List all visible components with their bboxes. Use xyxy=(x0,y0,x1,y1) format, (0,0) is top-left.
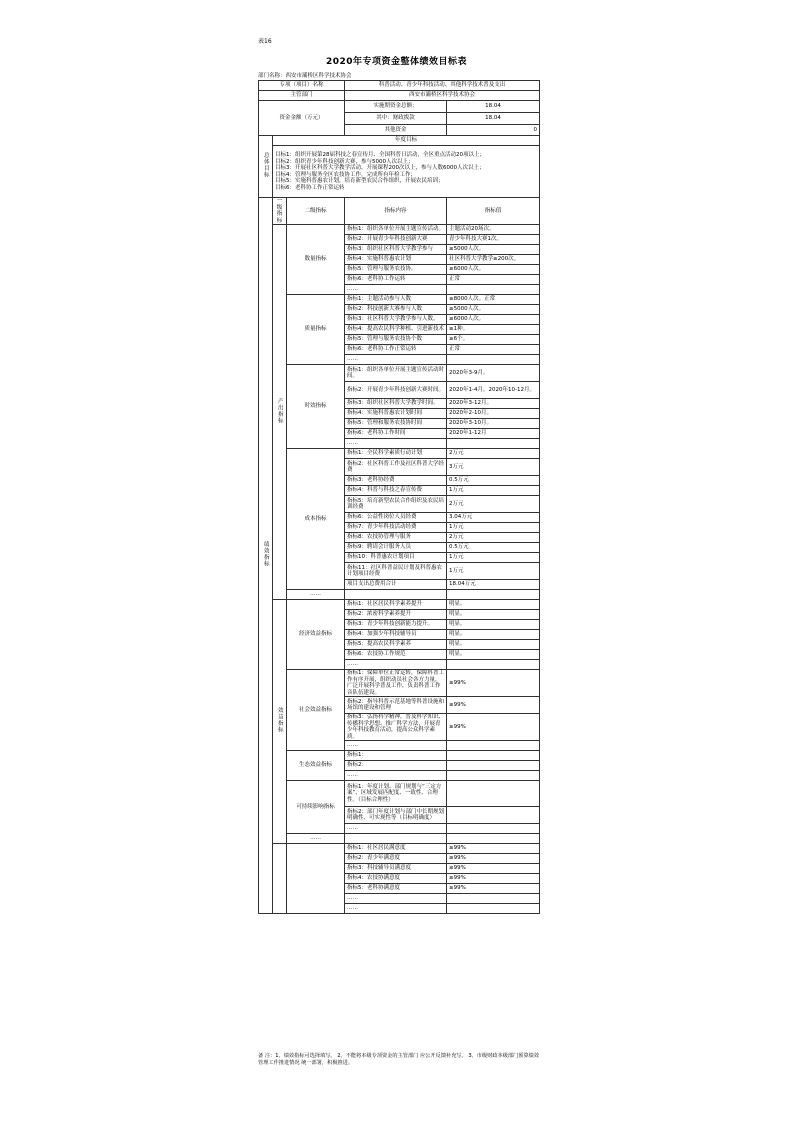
indicator-content: …… xyxy=(345,660,447,670)
indicator-content: 指标6：老科协工作运转 xyxy=(345,275,447,285)
indicator-content: 指标6：老科协工作正常运转 xyxy=(345,345,447,355)
performance-target-table xyxy=(258,80,540,914)
level2-indicator: 质量指标 xyxy=(287,295,345,365)
indicator-value: 2020年1-4月，2020年10-12月。 xyxy=(447,382,540,399)
funds-row xyxy=(259,101,540,113)
indicator-row xyxy=(259,225,540,235)
indicator-content: 指标11：社区科普益民计划及科普惠农计划项目经费 xyxy=(345,563,447,580)
indicator-value: 2万元 xyxy=(447,496,540,513)
goal-line: 目标5：实施科普惠农计划，培育新型农民合作组织，开展农民培训； xyxy=(275,178,444,184)
indicator-content: 指标2：社区科普工作及社区科普大学经费 xyxy=(345,459,447,476)
indicator-body xyxy=(259,198,540,914)
level2-indicator: 社会效益指标 xyxy=(287,670,345,751)
indicator-value xyxy=(447,741,540,751)
indicator-content: 指标4：科普与科技之春宣传费 xyxy=(345,486,447,496)
indicator-content: 指标1：社区居民科学素养提升 xyxy=(345,600,447,610)
indicator-value: ≥99% xyxy=(447,844,540,854)
satisfaction-indicator-label xyxy=(273,844,287,914)
indicator-content: 指标3：社区科普大学教学参与人数。 xyxy=(345,315,447,325)
indicator-value: 正常 xyxy=(447,275,540,285)
indicator-value: 2万元 xyxy=(447,533,540,543)
indicator-content: 指标4：实施科普惠农计划时间 xyxy=(345,409,447,419)
project-row xyxy=(259,81,540,91)
indicator-value: ≥1种。 xyxy=(447,325,540,335)
owner-label: 主管部门 xyxy=(259,91,345,101)
table-number: 表16 xyxy=(258,38,272,45)
indicator-content: 指标5：管理和服务农技协时间 xyxy=(345,419,447,429)
indicator-content: …… xyxy=(345,904,447,914)
indicator-value: 明显。 xyxy=(447,610,540,620)
indicator-content: 指标3：弘扬科学精神，普及科学知识、传播科学思想、推广科学方法，开展青少年科技教育活动，提高公众科学素质。 xyxy=(345,714,447,741)
indicator-value xyxy=(447,904,540,914)
indicator-content: …… xyxy=(345,285,447,295)
content-header: 指标内容 xyxy=(345,198,447,225)
indicator-content: 指标3：老科协经费 xyxy=(345,476,447,486)
indicator-content: 指标4：实施科普惠农计划 xyxy=(345,255,447,265)
level2-header: 二级指标 xyxy=(287,198,345,225)
indicator-row xyxy=(259,600,540,610)
funds-total-label: 实施期资金总额： xyxy=(345,101,447,113)
indicator-value xyxy=(447,590,540,600)
indicator-value: 明显。 xyxy=(447,650,540,660)
indicator-value xyxy=(447,781,540,807)
year-goal-text xyxy=(273,146,540,198)
indicator-value: ≥8000人次。正常 xyxy=(447,295,540,305)
indicator-value: ≥99% xyxy=(447,884,540,894)
department-name: 部门名称：西安市灞桥区科学技术协会 xyxy=(258,73,352,79)
indicator-row xyxy=(259,781,540,807)
indicator-content: 指标1：主题活动参与人数 xyxy=(345,295,447,305)
indicator-row xyxy=(259,834,540,844)
indicator-value: ≥99% xyxy=(447,670,540,697)
indicator-content: 项目支出总费用合计 xyxy=(345,580,447,590)
indicator-content: …… xyxy=(345,439,447,449)
owner-value: 西安市灞桥区科学技术协会 xyxy=(345,91,540,101)
indicator-content: …… xyxy=(345,824,447,834)
indicator-value xyxy=(447,834,540,844)
indicator-value xyxy=(447,660,540,670)
indicator-value: 明显。 xyxy=(447,620,540,630)
indicator-value: ≥99% xyxy=(447,714,540,741)
indicator-value xyxy=(447,439,540,449)
indicator-content: 指标1：组织各单位开展主题宣传活动时间。 xyxy=(345,365,447,382)
indicator-value xyxy=(447,771,540,781)
indicator-value: 0.5万元 xyxy=(447,476,540,486)
indicator-value: 社区科普大学教学≥200次。 xyxy=(447,255,540,265)
indicator-value: ≥6000人次。 xyxy=(447,315,540,325)
level2-indicator: 经济效益指标 xyxy=(287,600,345,670)
indicator-content: 指标4：提高农民科学种植、引进新技术 xyxy=(345,325,447,335)
indicator-value xyxy=(447,355,540,365)
indicator-row xyxy=(259,365,540,382)
funds-other-label: 其他资金 xyxy=(345,125,447,136)
indicator-content xyxy=(345,834,447,844)
indicator-value: 1万元 xyxy=(447,553,540,563)
indicator-content: 指标3：科技辅导员满意度 xyxy=(345,864,447,874)
year-goal-label: 年度目标 xyxy=(273,136,540,146)
indicator-content: 指标4：加强少年科技辅导员 xyxy=(345,630,447,640)
funds-fiscal-label: 其中：财政拨款 xyxy=(345,113,447,125)
level2-indicator: 时效指标 xyxy=(287,365,345,449)
year-goal-row xyxy=(259,146,540,198)
funds-other-value: 0 xyxy=(447,125,540,136)
level2-indicator: 成本指标 xyxy=(287,449,345,590)
level2-indicator: 生态效益指标 xyxy=(287,751,345,781)
indicator-content: 指标5：老科协满意度 xyxy=(345,884,447,894)
indicator-content: 指标9：聘请会计服务人员 xyxy=(345,543,447,553)
indicator-content: 指标1：年度计划、部门规划与“三定方案”、区域发展匹配度、一致性、合理性。（目标合理性） xyxy=(345,781,447,807)
indicator-value: 1万元 xyxy=(447,563,540,580)
indicator-value: 1万元 xyxy=(447,523,540,533)
indicator-value: ≥99% xyxy=(447,874,540,884)
level1-header: 一级指标 xyxy=(273,198,287,225)
indicator-content: …… xyxy=(345,894,447,904)
funds-fiscal-value: 18.04 xyxy=(447,113,540,125)
indicator-value xyxy=(447,894,540,904)
indicator-value: ≥5000人次。 xyxy=(447,305,540,315)
level2-indicator: …… xyxy=(287,590,345,600)
indicator-value: 1万元 xyxy=(447,486,540,496)
indicator-row xyxy=(259,844,540,854)
indicator-content: 指标2： xyxy=(345,761,447,771)
indicator-value xyxy=(447,751,540,761)
indicator-value: 明显。 xyxy=(447,640,540,650)
indicator-value: ≥5000人次。 xyxy=(447,245,540,255)
indicator-value xyxy=(447,285,540,295)
indicator-content: 指标1：组织各单位开展主题宣传活动。 xyxy=(345,225,447,235)
indicator-content: 指标2：指导科普示范基地等科普设施和场馆的建设和管理 xyxy=(345,697,447,714)
indicator-value: 明显。 xyxy=(447,600,540,610)
indicator-value: ≥6000人次。 xyxy=(447,265,540,275)
indicator-value xyxy=(447,807,540,824)
indicator-content: 指标1：全民科学素质行动计划 xyxy=(345,449,447,459)
value-header: 指标值 xyxy=(447,198,540,225)
effect-indicator-label: 效益指标 xyxy=(273,600,287,844)
project-value: 科普活动、青少年科技活动、其他科学技术普及支出 xyxy=(345,81,540,91)
indicator-value xyxy=(447,761,540,771)
goal-line: 目标1：组织开展第28届科技之春宣传月、全国科普日活动，全区重点活动20项以上； xyxy=(275,152,485,158)
indicator-content: 指标3：组织社区科普大学教学时间。 xyxy=(345,399,447,409)
indicator-value: 2万元 xyxy=(447,449,540,459)
level2-indicator xyxy=(287,844,345,914)
indicator-content: 指标3：青少年科技创新能力提升。 xyxy=(345,620,447,630)
indicator-content: 指标1：保障单位正常运转，保障科普工作有序开展，组织动员社会各方力量，广泛开展科学普及工作，负责科普工作音队伍建设。 xyxy=(345,670,447,697)
indicator-content: 指标6：农技协工作规范 xyxy=(345,650,447,660)
indicator-value: 主题活动20场次。 xyxy=(447,225,540,235)
indicator-content: 指标2：部门年度计划与部门中长期规划明确性、可实现性等（目标明确度） xyxy=(345,807,447,824)
indicator-value: 2020年3-10月。 xyxy=(447,419,540,429)
indicator-value: 2020年2-10月。 xyxy=(447,409,540,419)
indicator-content: 指标2：开展青少年科技创新大赛时间。 xyxy=(345,382,447,399)
owner-row xyxy=(259,91,540,101)
indicator-value: 0.5万元 xyxy=(447,543,540,553)
indicator-value: 3万元 xyxy=(447,459,540,476)
indicator-content: 指标2：浓密科学素养提升 xyxy=(345,610,447,620)
indicator-content: 指标5：提高农民科学素养 xyxy=(345,640,447,650)
indicator-content: 指标1：社区居民满意度 xyxy=(345,844,447,854)
indicator-value: 18.04万元 xyxy=(447,580,540,590)
goal-line: 目标6：老科协工作正常运转 xyxy=(275,184,345,191)
level2-indicator: 可持续影响指标 xyxy=(287,781,345,834)
indicator-row xyxy=(259,751,540,761)
indicator-row xyxy=(259,670,540,697)
indicator-value: 3.04万元 xyxy=(447,513,540,523)
indicator-content: 指标7：青少年科技活动经费 xyxy=(345,523,447,533)
indicator-content: 指标8：农技协管理与服务 xyxy=(345,533,447,543)
level2-indicator: 数量指标 xyxy=(287,225,345,295)
goal-line: 目标4：管理与服务全区农技协工作，完成所有年检工作； xyxy=(275,171,417,178)
year-goal-header-row xyxy=(259,136,540,146)
performance-indicator-label: 绩效指标 xyxy=(259,198,273,914)
indicator-content: 指标6：公益性岗位人员经费 xyxy=(345,513,447,523)
indicator-value: 2020年3-9月。 xyxy=(447,365,540,382)
indicator-content xyxy=(345,590,447,600)
funds-label: 资金金额（万元） xyxy=(259,101,345,136)
indicator-content: 指标5：管理与服务农技协个数 xyxy=(345,335,447,345)
output-indicator-label: 产出指标 xyxy=(273,225,287,600)
indicator-value xyxy=(447,824,540,834)
overall-goal-label: 总体目标 xyxy=(259,136,273,198)
indicator-content: 指标6：老科协工作时间 xyxy=(345,429,447,439)
indicator-row xyxy=(259,449,540,459)
funds-total-value: 18.04 xyxy=(447,101,540,113)
indicator-value: ≥99% xyxy=(447,864,540,874)
indicator-header-row xyxy=(259,198,540,225)
indicator-value: ≥99% xyxy=(447,854,540,864)
indicator-content: 指标5：管理与服务农技协。 xyxy=(345,265,447,275)
indicator-row xyxy=(259,295,540,305)
indicator-content: 指标1： xyxy=(345,751,447,761)
goal-line: 目标3：开展社区科普大学教学活动，开展课程200次以上，参与人数6000人次以上； xyxy=(275,165,485,171)
indicator-value: 明显。 xyxy=(447,630,540,640)
page-title: 2020年专项资金整体绩效目标表 xyxy=(325,57,468,67)
indicator-content: 指标5：培育新型农民合作组织及农民培训经费 xyxy=(345,496,447,513)
indicator-content: 指标2：科技创新大赛参与人数 xyxy=(345,305,447,315)
indicator-value: 2020年1-12月 xyxy=(447,429,540,439)
indicator-value: ≥6个。 xyxy=(447,335,540,345)
goal-line: 目标2：组织青少年科技创新大赛，参与5000人次以上； xyxy=(275,158,414,165)
project-label: 专项（项目）名称 xyxy=(259,81,345,91)
indicator-value: 2020年3-12月。 xyxy=(447,399,540,409)
indicator-content: 指标3：组织社区科普大学教学参与 xyxy=(345,245,447,255)
footnote: 备 注：1、绩效指标可选择填写。 2、不能将本级专项资金的主管部门 应公开反馈补充写。 3、市级财政本级部门预算绩效管理工作推进情况 统一部署，积极推进。 xyxy=(258,1053,540,1066)
indicator-content: 指标10：科普惠农计划项目 xyxy=(345,553,447,563)
indicator-content: …… xyxy=(345,771,447,781)
indicator-content: 指标2：开展青少年科技创新大赛 xyxy=(345,235,447,245)
indicator-value: 正常 xyxy=(447,345,540,355)
indicator-value: 青少年科技大赛1次。 xyxy=(447,235,540,245)
indicator-content: 指标4：农技协满意度 xyxy=(345,874,447,884)
indicator-row xyxy=(259,590,540,600)
indicator-value: ≥99% xyxy=(447,697,540,714)
indicator-content: …… xyxy=(345,741,447,751)
indicator-content: …… xyxy=(345,355,447,365)
level2-indicator: …… xyxy=(287,834,345,844)
indicator-content: 指标2：青少年满意度 xyxy=(345,854,447,864)
